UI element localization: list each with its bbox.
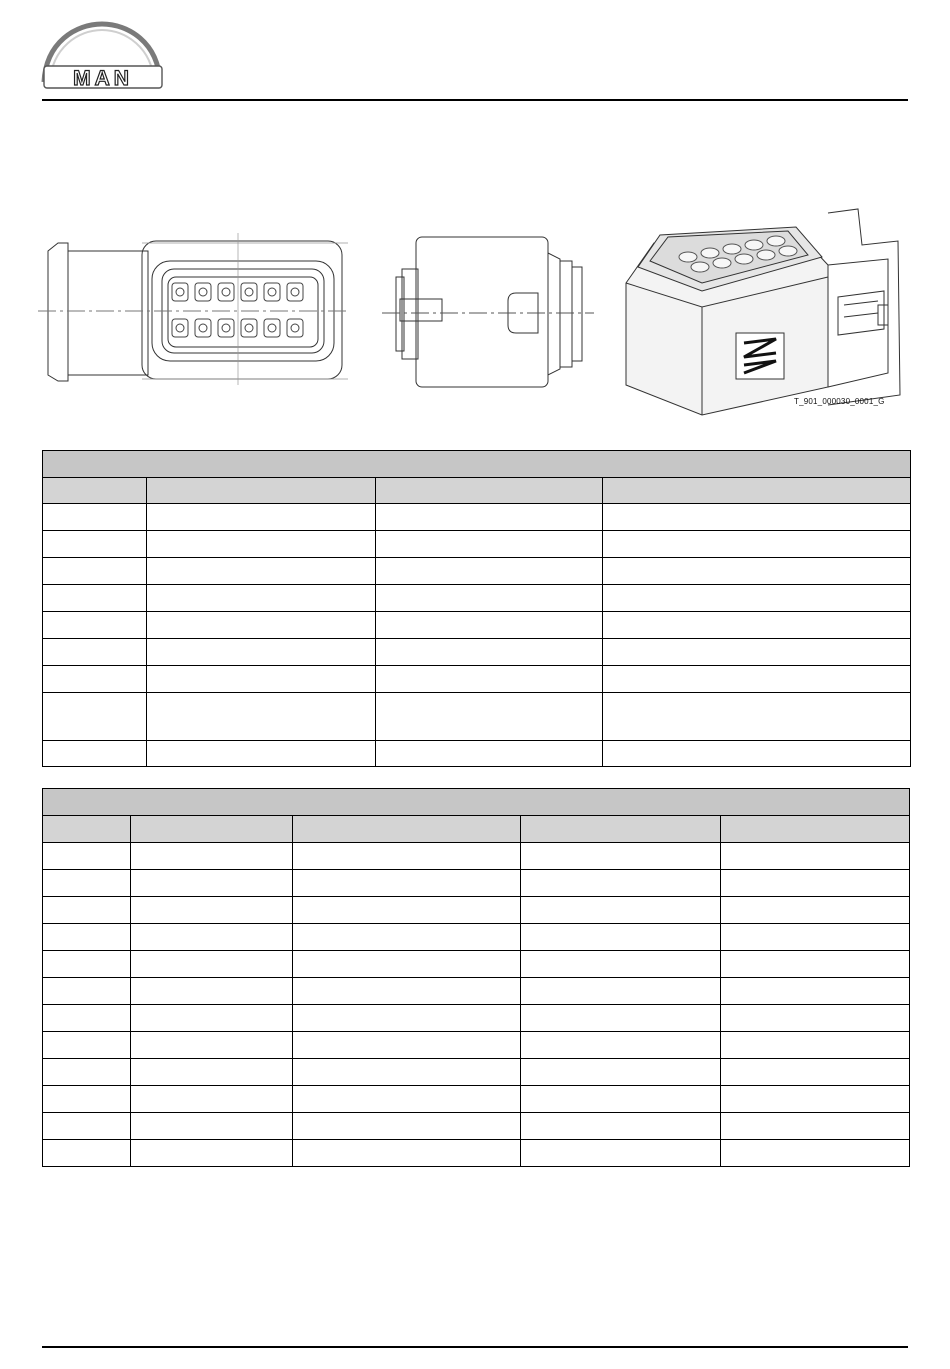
connector-table-2 [42,788,910,1167]
logo-text: MAN [73,67,133,90]
table-row [43,1140,910,1167]
table-row [43,1086,910,1113]
table-row [43,978,910,1005]
table-row [43,1113,910,1140]
table-row [43,558,911,585]
table-row [43,741,911,767]
table-2-header-cell [293,816,521,843]
table-row [43,585,911,612]
man-logo [38,20,166,94]
table-row [43,1005,910,1032]
footer-rule [42,1346,908,1348]
connector-isometric-view [626,209,900,415]
table-row [43,897,910,924]
table-1-header-cell [43,478,147,504]
table-row [43,666,911,693]
table-row [43,504,911,531]
connector-table-1 [42,450,911,767]
connector-side-view [382,237,594,387]
table-row [43,1059,910,1086]
drawing-code: T_901_000030_0001_G [794,397,885,406]
table-row [43,951,910,978]
table-1-title [43,451,911,478]
table-row [43,639,911,666]
header-rule [42,99,908,101]
connector-drawings [38,205,908,420]
table-row [43,924,910,951]
zf-logo-icon [736,333,784,379]
table-1-header-cell [603,478,911,504]
table-1-header-cell [147,478,376,504]
table-1-header-cell [376,478,603,504]
table-row [43,531,911,558]
table-2-header-cell [131,816,293,843]
table-row [43,870,910,897]
table-2-header-cell [43,816,131,843]
table-row [43,1032,910,1059]
table-row [43,693,911,741]
table-2-header-cell [521,816,721,843]
table-row [43,612,911,639]
table-row [43,843,910,870]
table-2-title [43,789,910,816]
table-2-header-cell [721,816,910,843]
connector-front-view [38,233,348,385]
